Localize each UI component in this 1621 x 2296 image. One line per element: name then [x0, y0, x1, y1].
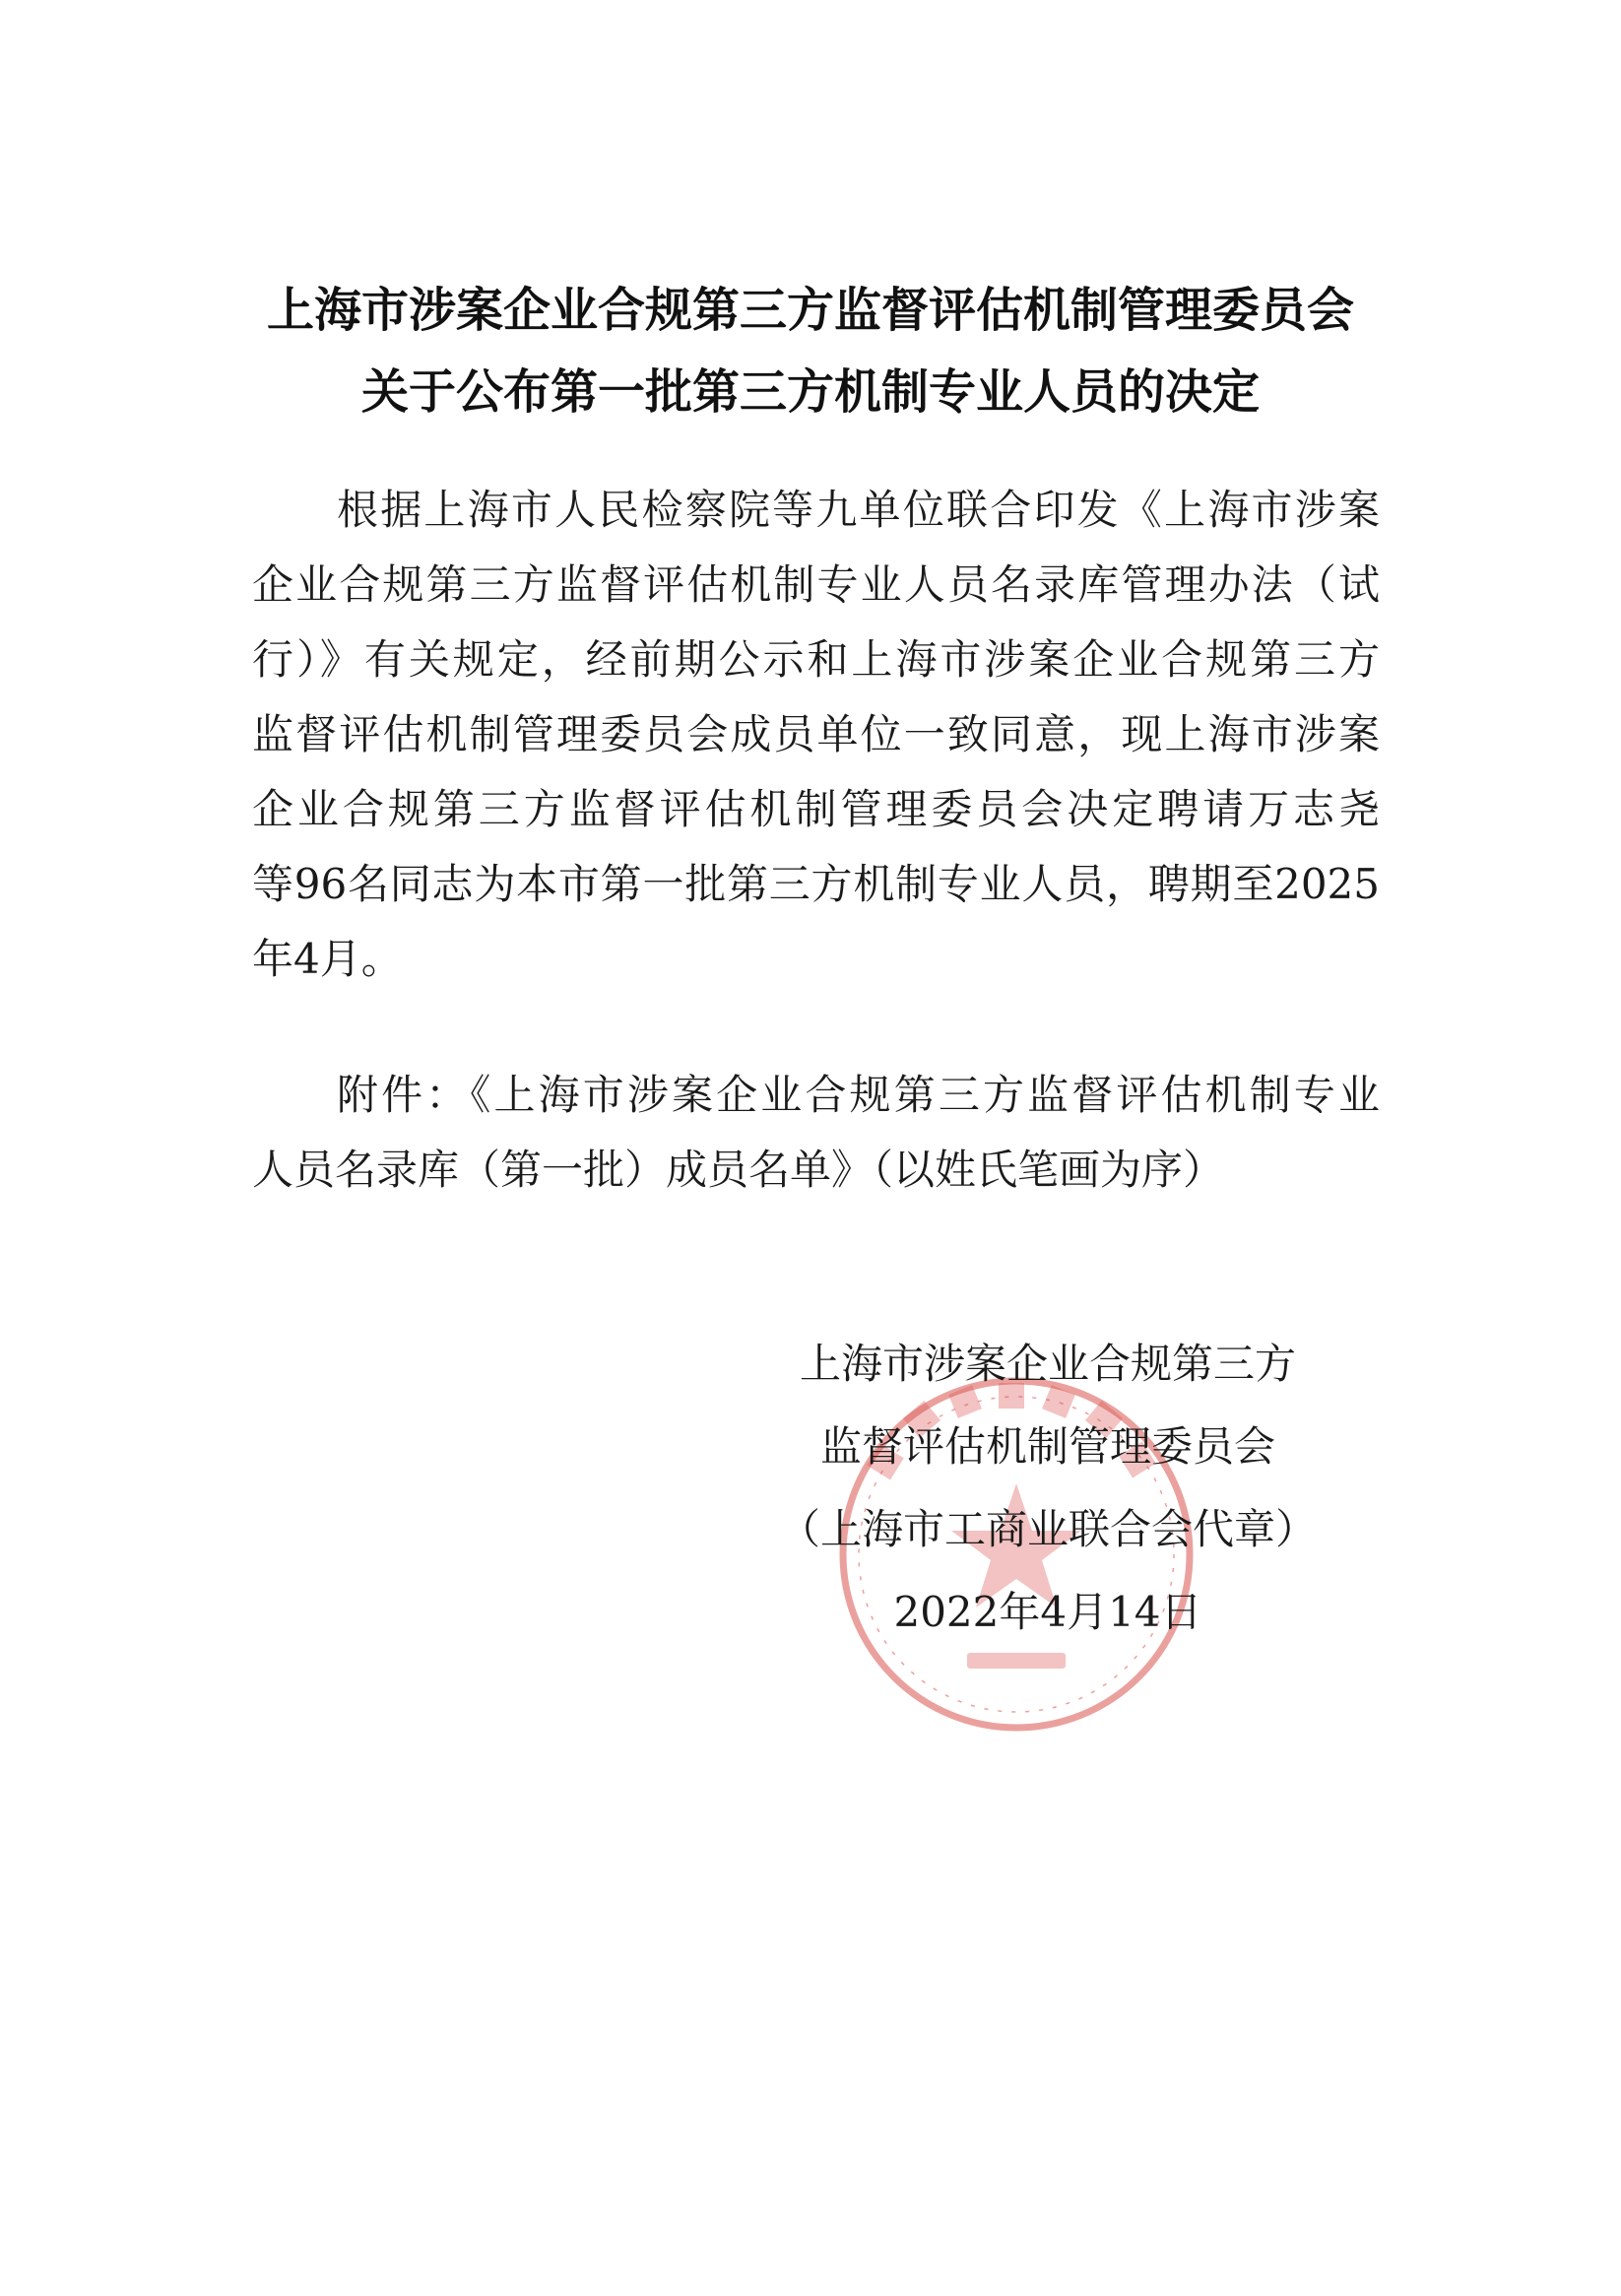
body-paragraph-line-4: 监督评估机制管理委员会成员单位一致同意，现上海市涉案 — [252, 710, 1380, 758]
body-paragraph-line-7: 年4月。 — [252, 935, 403, 983]
document-title-line-2: 关于公布第一批第三方机制专业人员的决定 — [360, 364, 1260, 420]
body-paragraph-line-3: 行）》有关规定，经前期公示和上海市涉案企业合规第三方 — [252, 635, 1380, 684]
body-paragraph-line-6: 等96名同志为本市第一批第三方机制专业人员，聘期至2025 — [252, 860, 1380, 908]
body-paragraph-line-1: 根据上海市人民检察院等九单位联合印发《上海市涉案 — [337, 486, 1380, 534]
signature-organization-line-2: 监督评估机制管理委员会 — [819, 1422, 1275, 1471]
signature-seal-note: （上海市工商业联合会代章） — [778, 1505, 1317, 1553]
document-title-line-1: 上海市涉案企业合规第三方监督评估机制管理委员会 — [266, 283, 1354, 338]
signature-organization-line-1: 上海市涉案企业合规第三方 — [799, 1340, 1296, 1388]
signature-date: 2022年4月14日 — [893, 1588, 1202, 1636]
body-paragraph-line-5: 企业合规第三方监督评估机制管理委员会决定聘请万志尧 — [252, 785, 1380, 833]
attachment-line-2: 人员名录库（第一批）成员名单》（以姓氏笔画为序） — [252, 1146, 1225, 1194]
attachment-line-1: 附件：《上海市涉案企业合规第三方监督评估机制专业 — [337, 1071, 1380, 1119]
body-paragraph-line-2: 企业合规第三方监督评估机制专业人员名录库管理办法（试 — [252, 560, 1380, 609]
